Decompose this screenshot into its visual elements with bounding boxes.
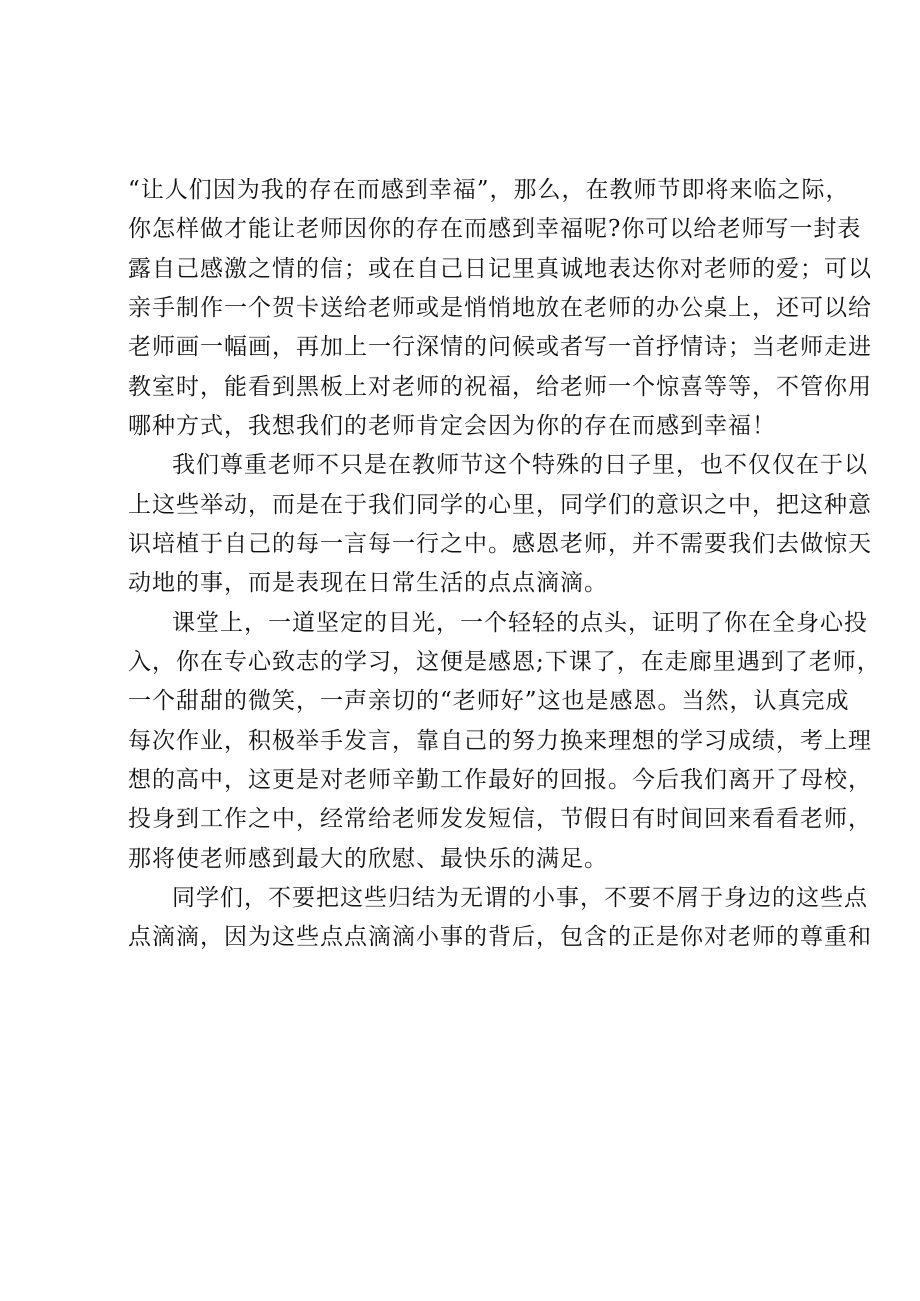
paragraph-line: 投身到工作之中，经常给老师发发短信，节假日有时间回来看看老师，	[128, 806, 872, 832]
paragraph-line: 每次作业，积极举手发言，靠自己的努力换来理想的学习成绩，考上理	[128, 728, 872, 754]
paragraph-line: 老师画一幅画，再加上一行深情的问候或者写一首抒情诗；当老师走进	[128, 334, 872, 360]
paragraph-line: 一个甜甜的微笑，一声亲切的“老师好”这也是感恩。当然，认真完成	[128, 688, 850, 714]
paragraph-line: 想的高中，这更是对老师辛勤工作最好的回报。今后我们离开了母校，	[128, 767, 872, 793]
paragraph-first-line: 同学们，不要把这些归结为无谓的小事，不要不屑于身边的这些点	[172, 885, 868, 911]
paragraph-line: 露自己感激之情的信；或在自己日记里真诚地表达你对老师的爱；可以	[128, 256, 872, 282]
paragraph-line: 入，你在专心致志的学习，这便是感恩;下课了，在走廊里遇到了老师，	[128, 649, 881, 675]
paragraph-first-line: 课堂上，一道坚定的目光，一个轻轻的点头，证明了你在全身心投	[172, 610, 868, 636]
paragraph-line: 亲手制作一个贺卡送给老师或是悄悄地放在老师的办公桌上，还可以给	[128, 295, 872, 321]
paragraph-line: 动地的事，而是表现在日常生活的点点滴滴。	[128, 570, 608, 596]
paragraph-line: 哪种方式，我想我们的老师肯定会因为你的存在而感到幸福！	[128, 413, 776, 439]
paragraph-line: 那将使老师感到最大的欣慰、最快乐的满足。	[128, 846, 608, 872]
paragraph-first-line: 我们尊重老师不只是在教师节这个特殊的日子里，也不仅仅在于以	[172, 452, 868, 478]
paragraph-line: 教室时，能看到黑板上对老师的祝福，给老师一个惊喜等等，不管你用	[128, 374, 872, 400]
paragraph-line: 你怎样做才能让老师因你的存在而感到幸福呢?你可以给老师写一封表	[128, 216, 862, 242]
paragraph-line: “让人们因为我的存在而感到幸福”，那么，在教师节即将来临之际，	[128, 177, 850, 203]
paragraph-line: 识培植于自己的每一言每一行之中。感恩老师，并不需要我们去做惊天	[128, 531, 872, 557]
paragraph-line: 点滴滴，因为这些点点滴滴小事的背后，包含的正是你对老师的尊重和	[128, 924, 872, 950]
paragraph-line: 上这些举动，而是在于我们同学的心里，同学们的意识之中，把这种意	[128, 492, 872, 518]
